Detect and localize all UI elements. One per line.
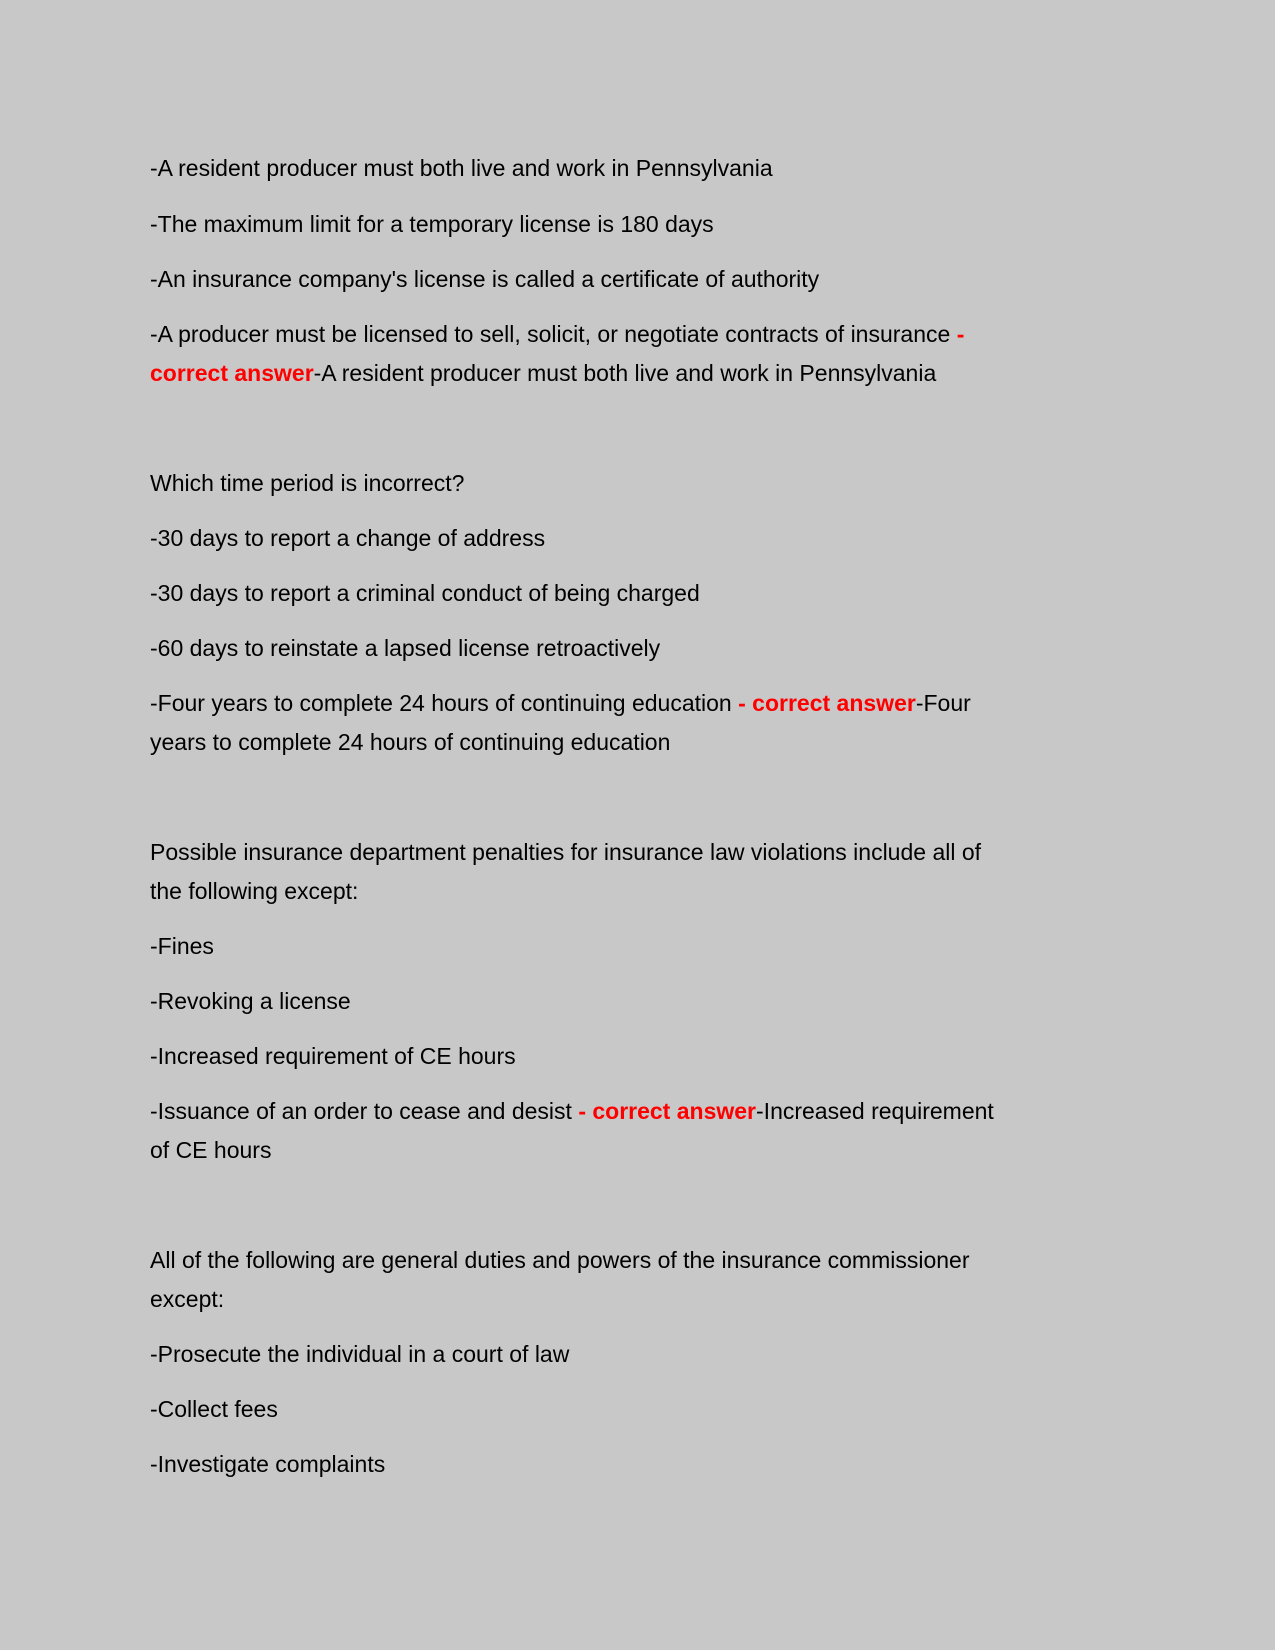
q2-option-1: -30 days to report a change of address bbox=[150, 525, 546, 551]
q3-option-3: -Increased requirement of CE hours bbox=[150, 1043, 516, 1069]
q2-answer-continued: years to complete 24 hours of continuing education bbox=[150, 729, 671, 755]
answer-marker: - correct answer bbox=[578, 1098, 757, 1124]
q2-option-4 bbox=[150, 689, 971, 717]
q4-question-line-1: All of the following are general duties and powers of the insurance commissioner bbox=[150, 1247, 970, 1273]
answer-text: -Increased requirement bbox=[756, 1098, 994, 1124]
q1-answer bbox=[150, 359, 936, 387]
option-text: -A producer must be licensed to sell, solicit, or negotiate contracts of insurance bbox=[150, 321, 957, 347]
q1-option-1: -A resident producer must both live and work in Pennsylvania bbox=[150, 155, 773, 181]
q3-option-4 bbox=[150, 1097, 994, 1125]
answer-text: -A resident producer must both live and work in Pennsylvania bbox=[313, 360, 937, 386]
answer-text: -Four bbox=[915, 690, 971, 716]
q4-option-1: -Prosecute the individual in a court of law bbox=[150, 1341, 570, 1367]
q3-question-line-2: the following except: bbox=[150, 878, 359, 904]
option-text: -Four years to complete 24 hours of continuing education bbox=[150, 690, 739, 716]
q1-option-2: -The maximum limit for a temporary license is 180 days bbox=[150, 211, 714, 237]
q3-option-1: -Fines bbox=[150, 933, 214, 959]
q3-option-2: -Revoking a license bbox=[150, 988, 351, 1014]
q4-option-2: -Collect fees bbox=[150, 1396, 278, 1422]
q1-option-4 bbox=[150, 320, 964, 348]
q3-question-line-1: Possible insurance department penalties for insurance law violations include all of bbox=[150, 839, 982, 865]
q2-option-3: -60 days to reinstate a lapsed license retroactively bbox=[150, 635, 661, 661]
q4-question-line-2: except: bbox=[150, 1286, 225, 1312]
q2-question: Which time period is incorrect? bbox=[150, 470, 465, 496]
answer-marker-label: correct answer bbox=[150, 360, 314, 386]
answer-marker-dash: - bbox=[956, 321, 965, 347]
q1-option-3: -An insurance company's license is called a certificate of authority bbox=[150, 266, 820, 292]
answer-marker: - correct answer bbox=[738, 690, 916, 716]
q2-option-2: -30 days to report a criminal conduct of being charged bbox=[150, 580, 700, 606]
q3-answer-continued: of CE hours bbox=[150, 1137, 272, 1163]
q4-option-3: -Investigate complaints bbox=[150, 1451, 386, 1477]
option-text: -Issuance of an order to cease and desist bbox=[150, 1098, 579, 1124]
